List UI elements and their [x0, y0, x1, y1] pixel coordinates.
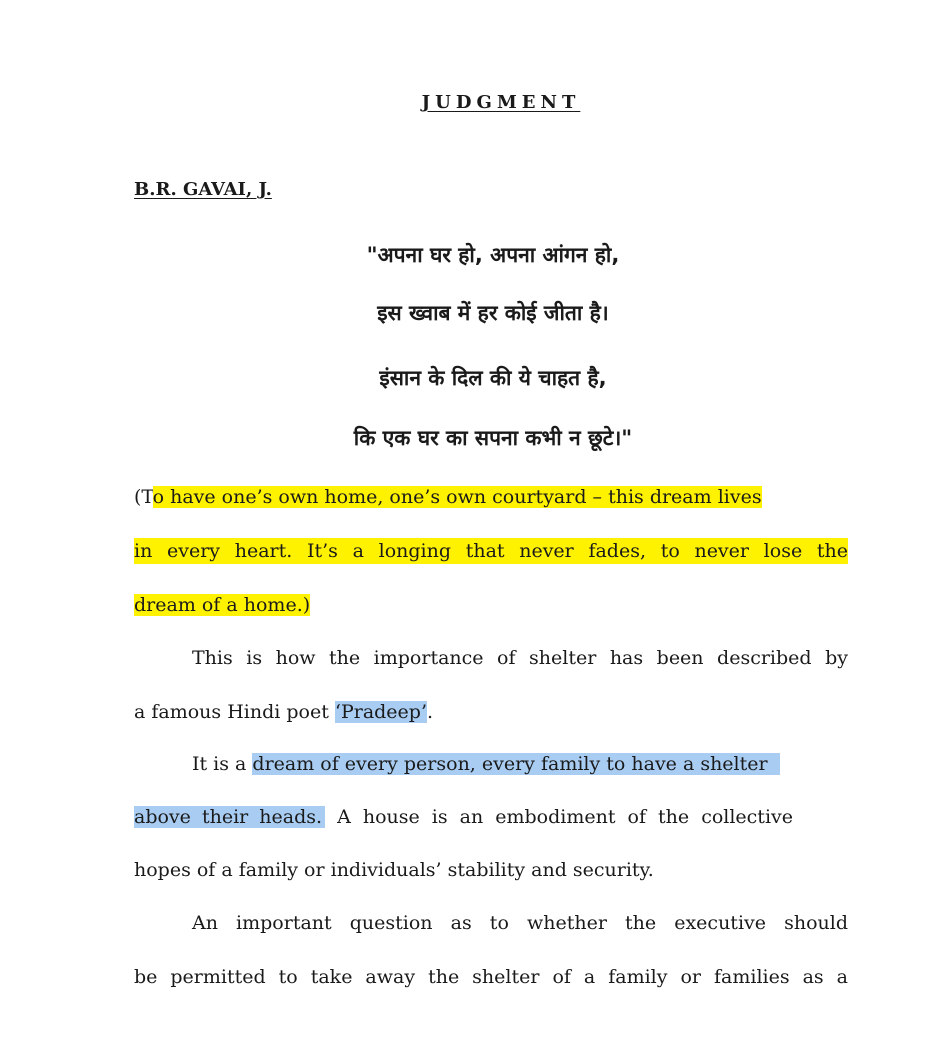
paragraph-3-line-1: An important question as to whether the executive should: [192, 912, 848, 934]
poem-line-4: कि एक घर का सपना कभी न छूटे।": [353, 426, 633, 450]
paragraph-2-line-3: hopes of a family or individuals’ stability and security.: [134, 859, 654, 881]
page-title: JUDGMENT: [421, 92, 581, 113]
translation-line-2[interactable]: in every heart. It’s a longing that never fades, to never lose the: [134, 540, 848, 562]
translation-line-3[interactable]: [134, 592, 848, 618]
paragraph-3-line-2: be permitted to take away the shelter of a family or families as a: [134, 966, 848, 988]
highlighted-text[interactable]: dream of a home.): [134, 594, 311, 616]
text-span: .: [427, 701, 434, 723]
judge-name: B.R. GAVAI, J.: [134, 179, 272, 200]
selected-text[interactable]: dream of every person, every family to have a shelter: [252, 753, 779, 775]
selected-text[interactable]: ‘Pradeep’: [334, 701, 427, 723]
text-span: a famous Hindi poet: [134, 701, 335, 723]
paragraph-1-line-2: [134, 699, 848, 725]
paragraph-2-line-1: [192, 751, 848, 777]
text-span: A house is an embodiment of the collective: [325, 806, 793, 828]
poem-line-2: इस ख्वाब में हर कोई जीता है।: [377, 301, 609, 325]
poem-line-1: "अपना घर हो, अपना आंगन हो,: [366, 243, 620, 267]
text-span: It is a: [192, 753, 253, 775]
translation-open: (T: [134, 486, 153, 508]
selected-text[interactable]: above their heads.: [134, 806, 325, 828]
translation-line-1[interactable]: [134, 484, 848, 510]
highlighted-text[interactable]: o have one’s own home, one’s own courtyard – this dream lives: [152, 486, 762, 508]
paragraph-1-line-1: This is how the importance of shelter has been described by: [192, 647, 848, 669]
paragraph-2-line-2: [134, 804, 848, 830]
poem-line-3: इंसान के दिल की ये चाहत है,: [379, 366, 607, 390]
